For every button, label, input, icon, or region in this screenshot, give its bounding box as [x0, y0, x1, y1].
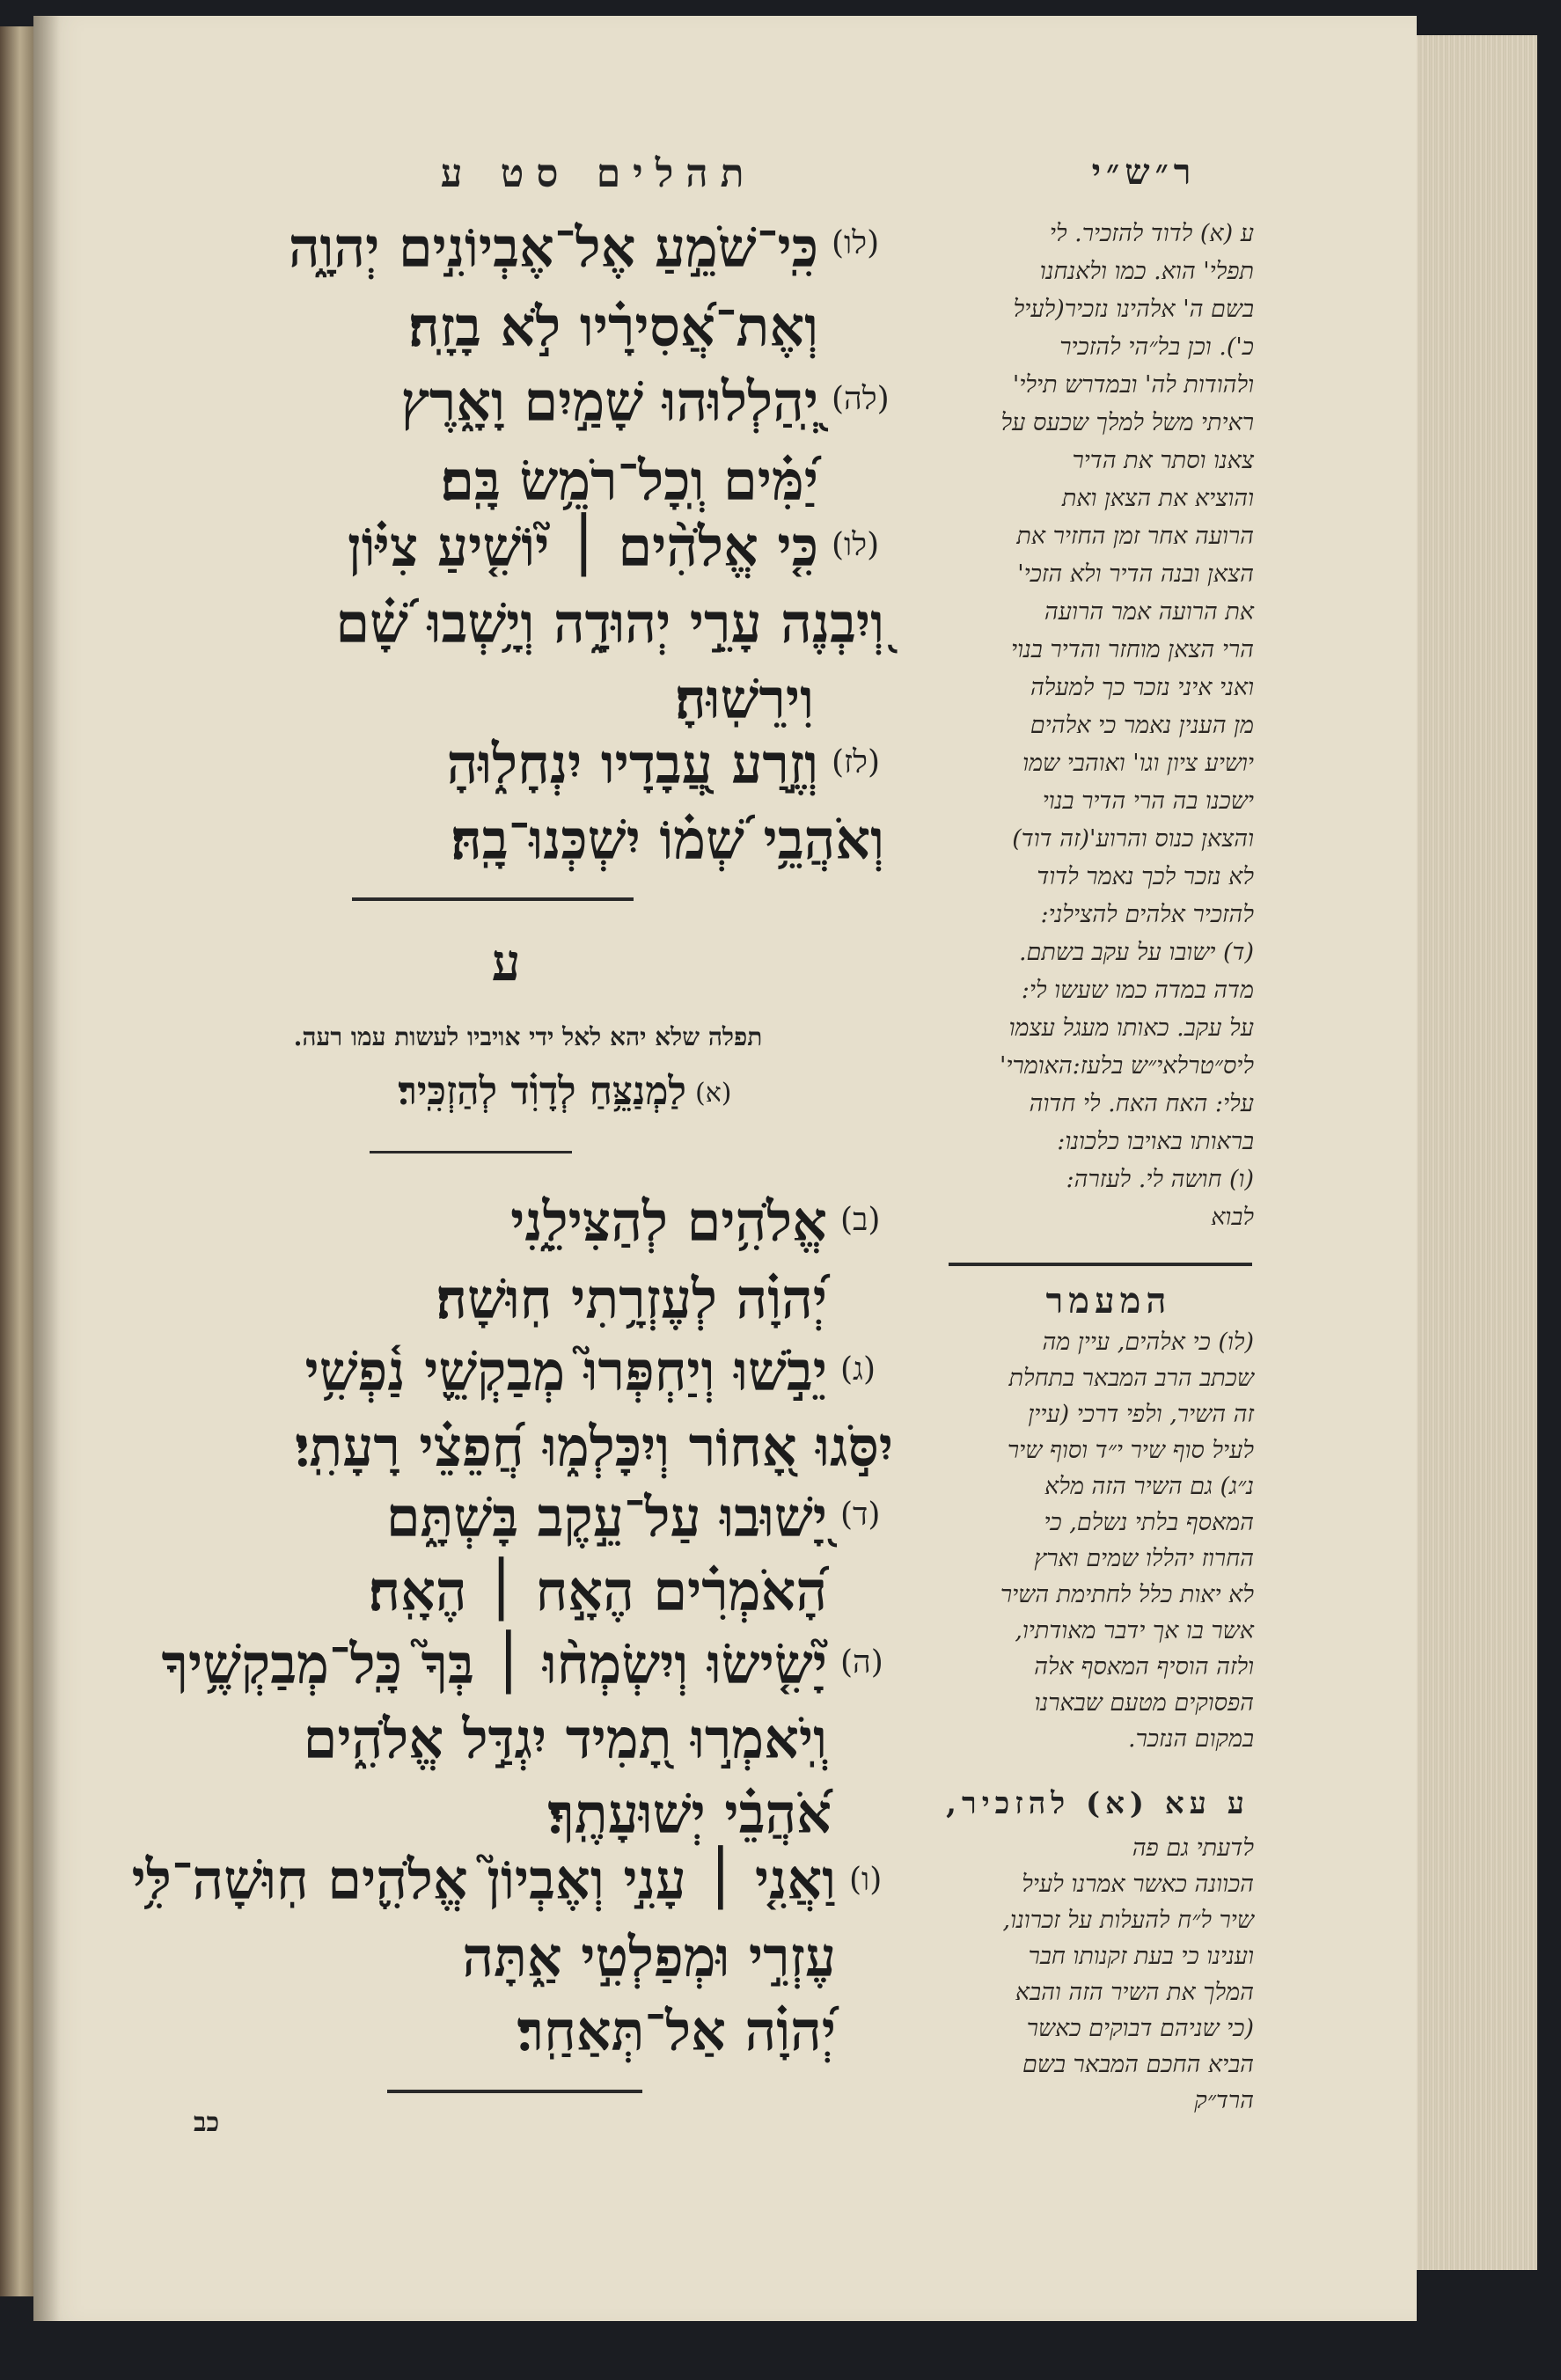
commentary-line: אשר בו אך ידבר מאודתיו, — [1015, 1617, 1254, 1644]
commentary-line: זה השיר, ולפי דרכי (עיין — [1028, 1401, 1254, 1428]
psalm-70-side-heading: ע עא (א) להזכיר, — [946, 1786, 1250, 1821]
commentary-line: לא יאות כלל לחתימת השיר — [1000, 1581, 1254, 1608]
commentary-line: ולזה הוסיף המאסף אלה — [1034, 1653, 1254, 1681]
commentary-line: שכתב הרב המבאר בתחלת — [1008, 1365, 1254, 1392]
verse-line: יְ֝הוָ֗ה לְעֶזְרָ֥תִי חֽוּשָׁה׃ — [436, 1267, 827, 1331]
verse-line: יְֽ֭הַלְלוּהוּ שָׁמַ֣יִם וָאָ֑רֶץ — [400, 370, 818, 434]
commentary-line: וענינו כי בעת זקנותו חבר — [1028, 1943, 1254, 1970]
column-rule — [949, 1263, 1252, 1266]
commentary-line: ראיתי משל למלך שכעס על — [1000, 409, 1254, 436]
page-stack-edge — [1412, 35, 1537, 2270]
verse-line: וִירֵשֽׁוּהָ׃ — [675, 667, 814, 731]
verse-line: יָ֭שׁוּבוּ עַל־עֵ֣קֶב בָּשְׁתָּ֑ם — [385, 1485, 827, 1549]
verse-number: (ב) — [840, 1202, 881, 1238]
commentary-line: והצאן כנוס והרוע'(זה דוד) — [1012, 825, 1254, 853]
commentary-line: כ'). וכן בל״הי להזכיר — [1059, 333, 1254, 361]
verse-line: יַ֝מִּ֗ים וְֽכָל־רֹמֵ֥שׂ בָּֽם׃ — [440, 449, 818, 513]
commentary-line: נ״ג) גם השיר הזה מלא — [1044, 1473, 1254, 1500]
commentary-line: (כי שניהם דבוקים כאשר — [1026, 2015, 1254, 2042]
commentary-line: בשם ה' אלהינו נזכיר(לעיל — [1013, 296, 1254, 323]
commentary-line: מדה במדה כמו שעשו לי: — [1021, 977, 1254, 1004]
main-header: תהלים סט ע — [440, 151, 757, 196]
commentary-line: ישכנו בה הרי הדיר בנוי — [1042, 787, 1254, 815]
verse-number: (לז) — [832, 744, 880, 780]
rashi-header: ר״ש״י — [1091, 151, 1197, 193]
left-page-edge — [0, 26, 33, 2296]
psalm-70-superscription: לַמְנַצֵּ֥חַ לְדָוִ֗ד לְהַזְכִּֽיר׃ — [398, 1069, 686, 1114]
commentary-line: הביא החכם המבאר בשם — [1022, 2051, 1254, 2078]
verse-line: יֵבֹ֣שׁוּ וְיַחְפְּרוּ֮ מְבַקְשֵׁ֢י נַ֫פְשִׁ֥י — [304, 1339, 827, 1403]
maamar-header: המעמר — [1045, 1280, 1172, 1322]
commentary-line: צאנו וסתר את הדיר — [1072, 447, 1254, 474]
verse-number: (לו) — [832, 225, 880, 261]
gutter-shadow — [33, 16, 60, 2321]
commentary-line: את הרועה אמר הרועה — [1044, 598, 1254, 626]
verse-line: וְֽיֹאמְר֣וּ תָ֭מִיד יִגְדַּ֣ל אֱלֹהִ֑ים — [303, 1707, 827, 1771]
commentary-line: במקום הנזכר. — [1128, 1725, 1254, 1753]
commentary-line: (ו) חושה לי. לעזרה: — [1066, 1166, 1254, 1193]
verse-line: וַאֲנִ֤י ׀ עָנִ֣י וְאֶבְיוֹן֮ אֱלֹהִ֪ים חֽוּשָׁה־לִּ֥י — [131, 1848, 836, 1912]
commentary-line: ולהודות לה' ובמדרש תילי' — [1012, 371, 1254, 399]
commentary-line: לא נזכר לכך נאמר לדוד — [1037, 863, 1254, 890]
commentary-line: הפסוקים מטעם שבארנו — [1034, 1689, 1254, 1717]
commentary-line: תפלי' הוא. כמו ולאנחנו — [1039, 258, 1254, 285]
verse-line: יָ֘שִׂ֤ישׂוּ וְיִשְׂמְח֨וּ ׀ בְּךָ֮ כָּֽל־מְבַקְשֶׁ֥יךָ — [161, 1632, 827, 1696]
commentary-line: הכוונה כאשר אמרנו לעיל — [1022, 1871, 1254, 1898]
verse-line: וְאֶת־אֲ֝סִירָ֗יו לֹ֣א בָזָֽה׃ — [408, 295, 818, 359]
psalm-70-summary: תפלה שלא יהא לאל ידי אויביו לעשות עמו רעה. — [293, 1022, 763, 1051]
commentary-line: בראותו באויבו כלכונו: — [1057, 1128, 1254, 1155]
verse-line: יְ֝הוָ֗ה אַל־תְּאַחַֽר׃ — [517, 1999, 836, 2063]
commentary-line: הרי הצאן מוחזר והדיר בנוי — [1010, 636, 1254, 663]
commentary-line: הרועה אחר זמן החזיר את — [1016, 523, 1254, 550]
commentary-line: (לו) כי אלהים, עיין מה — [1042, 1329, 1254, 1356]
verse-number: (ד) — [840, 1497, 881, 1533]
commentary-line: להזכיר אלהים להצילני: — [1040, 901, 1254, 928]
commentary-line: הצאן ובנה הדיר ולא הזכי' — [1017, 560, 1254, 588]
verse-line: אֱלֹהִ֥ים לְהַצִּילֵ֑נִי — [510, 1190, 827, 1254]
commentary-line: (ד) ישובו על עקב בשתם. — [1018, 939, 1254, 966]
commentary-line: עלי: האח האח. לי חדוה — [1029, 1090, 1254, 1117]
verse-number: (ה) — [840, 1644, 883, 1681]
verse-line: אֹ֝הֲבֵ֗י יְשׁוּעָתֶֽךָ׃ — [547, 1782, 832, 1846]
commentary-line: שיר ל״ח להעלות על זכרונו, — [1002, 1907, 1254, 1934]
commentary-line: יושיע ציון וגו' ואוהבי שמו — [1022, 750, 1254, 777]
footer-signature: כב — [194, 2107, 220, 2138]
commentary-line: ליס״טרלאי״ש בלעז:האומרי' — [999, 1052, 1254, 1080]
verse-number: (ו) — [849, 1862, 883, 1898]
verse-line: הָ֝אֹמְרִ֗ים הֶאָ֣ח ׀ הֶאָֽח׃ — [368, 1559, 827, 1623]
section-rule — [370, 1151, 572, 1153]
section-rule — [387, 2090, 642, 2093]
commentary-line: מן הענין נאמר כי אלהים — [1030, 712, 1254, 739]
commentary-line: הרד״ק — [1194, 2087, 1254, 2114]
verse-line: כִּ֤י אֱלֹהִ֨ים ׀ י֘וֹשִׁ֤יעַ צִיּ֗וֹן — [348, 515, 818, 579]
commentary-line: לבוא — [1211, 1204, 1254, 1231]
commentary-line: המלך את השיר הזה והבא — [1015, 1979, 1254, 2006]
verse-number: (לו) — [832, 527, 880, 563]
verse-number: (לה) — [832, 381, 890, 417]
verse-number: (א) — [695, 1078, 732, 1109]
commentary-line: והוציא את הצאן ואת — [1061, 485, 1254, 512]
psalm-70-title: ע — [491, 933, 521, 992]
commentary-line: המאסף בלתי נשלם, כי — [1044, 1509, 1254, 1536]
verse-line: יִסֹּ֣גוּ אָ֭חוֹר וְיִכָּלְמ֑וּ חֲ֝פֵצֵ֗י רָעָתִֽי׃ — [295, 1415, 893, 1479]
verse-line: וְ֭יִבְנֶה עָרֵ֣י יְהוּדָ֑ה וְיָ֥שְׁבוּ שָׁ֝֗ם — [335, 591, 884, 655]
commentary-line: ע (א) לדוד להזכיר. לי — [1049, 220, 1254, 247]
verse-number: (ג) — [840, 1351, 876, 1388]
commentary-line: החרוז יהללו שמים וארץ — [1034, 1545, 1254, 1572]
verse-line: כִּֽי־שֹׁמֵ֣עַ אֶל־אֶבְיוֹנִ֣ים יְהוָ֑ה — [288, 216, 818, 280]
verse-line: וְאֹהֲבֵ֥י שְׁ֝מ֗וֹ יִשְׁכְּנוּ־בָֽהּ׃ — [451, 808, 884, 872]
commentary-line: לדעתי גם פה — [1132, 1834, 1254, 1862]
verse-line: וְזֶ֣רַע עֲ֭בָדָיו יִנְחָל֑וּהָ — [446, 732, 818, 796]
commentary-line: לעיל סוף שיר י״ד וסוף שיר — [1007, 1437, 1254, 1464]
commentary-line: ואני איני נזכר כך למעלה — [1030, 674, 1254, 701]
section-rule — [352, 897, 634, 901]
verse-line: עֶזְרִ֣י וּמְפַלְטִ֣י אַ֑תָּה — [462, 1925, 836, 1989]
commentary-line: על עקב. כאותו מעגל עצמו — [1008, 1014, 1254, 1042]
